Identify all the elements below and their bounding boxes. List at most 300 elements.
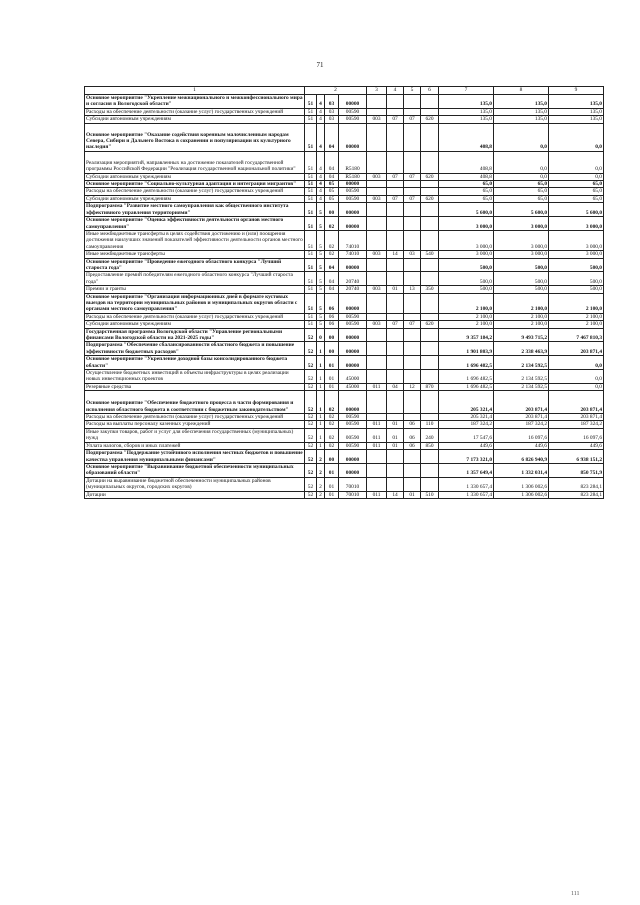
table-cell-event: 02 xyxy=(325,251,339,258)
table-cell-program: 52 xyxy=(305,428,317,442)
table-cell-amount-1: 9 357 184,2 xyxy=(439,328,494,342)
table-cell-subsection: 01 xyxy=(404,491,421,498)
table-cell-target-code: 20740 xyxy=(339,286,367,293)
table-cell-section xyxy=(387,328,404,342)
table-cell-expense-type xyxy=(421,181,439,188)
table-cell-amount-3: 65,0 xyxy=(549,195,604,202)
table-cell-subprogram: 2 xyxy=(317,463,325,477)
table-cell-amount-2: 203 871,4 xyxy=(494,414,549,421)
table-cell-section: 07 xyxy=(387,116,404,123)
table-cell-amount-3: 0,0 xyxy=(549,173,604,180)
table-cell-amount-3: 135,0 xyxy=(549,116,604,123)
table-row xyxy=(85,108,604,115)
table-cell-subsection xyxy=(404,151,421,173)
table-cell-amount-3: 850 751,9 xyxy=(549,463,604,477)
table-row xyxy=(85,356,604,370)
table-cell-section xyxy=(387,108,404,115)
header-row xyxy=(85,87,604,95)
table-cell-expense-type: 620 xyxy=(421,173,439,180)
table-cell-department xyxy=(367,463,387,477)
table-cell-name: Уплата налогов, сборов и иных платежей xyxy=(85,442,305,449)
table-cell-amount-2: 500,0 xyxy=(494,258,549,272)
table-row xyxy=(85,477,604,491)
table-cell-program: 52 xyxy=(305,391,317,414)
table-cell-amount-1: 5 600,0 xyxy=(439,203,494,217)
table-cell-amount-3: 5 600,0 xyxy=(549,203,604,217)
table-cell-name: Премии и гранты xyxy=(85,286,305,293)
table-cell-event: 01 xyxy=(325,491,339,498)
table-cell-department xyxy=(367,258,387,272)
table-cell-section xyxy=(387,477,404,491)
table-cell-department xyxy=(367,181,387,188)
table-cell-program: 52 xyxy=(305,342,317,356)
table-cell-subsection xyxy=(404,123,421,151)
table-cell-amount-3: 0,0 xyxy=(549,356,604,370)
table-cell-amount-3: 0,0 xyxy=(549,123,604,151)
table-row xyxy=(85,383,604,390)
table-row xyxy=(85,286,604,293)
table-cell-name: Расходы на обеспечение деятельности (оказание услуг) государственных учреждений xyxy=(85,188,305,195)
table-cell-expense-type xyxy=(421,217,439,231)
table-cell-amount-3: 449,6 xyxy=(549,442,604,449)
table-cell-section xyxy=(387,342,404,356)
table-cell-amount-3: 2 100,0 xyxy=(549,321,604,328)
table-cell-event: 05 xyxy=(325,181,339,188)
table-cell-section xyxy=(387,391,404,414)
table-cell-amount-1: 3 000,0 xyxy=(439,230,494,250)
table-cell-department xyxy=(367,188,387,195)
table-row xyxy=(85,491,604,498)
table-cell-expense-type xyxy=(421,450,439,464)
table-cell-amount-1: 2 100,0 xyxy=(439,321,494,328)
table-cell-subsection xyxy=(404,356,421,370)
header-cell: 5 xyxy=(404,87,421,95)
table-cell-expense-type xyxy=(421,188,439,195)
table-cell-subsection: 07 xyxy=(404,321,421,328)
table-cell-amount-3: 187 324,2 xyxy=(549,421,604,428)
header-cell: 9 xyxy=(549,87,604,95)
table-cell-event: 05 xyxy=(325,188,339,195)
table-cell-expense-type xyxy=(421,391,439,414)
table-cell-name: Субсидии автономным учреждениям xyxy=(85,321,305,328)
table-cell-subsection: 12 xyxy=(404,383,421,390)
table-cell-program: 51 xyxy=(305,123,317,151)
table-cell-amount-2: 65,0 xyxy=(494,195,549,202)
table-cell-amount-1: 3 000,0 xyxy=(439,217,494,231)
header-cell: 6 xyxy=(421,87,439,95)
table-cell-subsection xyxy=(404,272,421,286)
table-cell-amount-3: 3 000,0 xyxy=(549,251,604,258)
table-cell-subprogram: 5 xyxy=(317,272,325,286)
table-cell-department: 003 xyxy=(367,286,387,293)
table-cell-amount-1: 65,0 xyxy=(439,195,494,202)
table-cell-department xyxy=(367,313,387,320)
table-cell-name: Подпрограмма "Поддержание устойчивого исполнения местных бюджетов и повышение качества управления муниципальными финансами" xyxy=(86,450,303,463)
table-cell-subprogram: 5 xyxy=(317,321,325,328)
table-cell-amount-1: 500,0 xyxy=(439,258,494,272)
table-cell-event: 02 xyxy=(325,428,339,442)
table-row xyxy=(85,391,604,414)
table-cell-subsection xyxy=(404,95,421,109)
table-cell-department xyxy=(367,450,387,464)
table-row xyxy=(85,173,604,180)
table-row xyxy=(85,195,604,202)
table-cell-name: Иные межбюджетные трансферты в целях содействия достижению и (или) поощрения достижения наилучших значений показателей эффективности деятельности органов местного самоуправления xyxy=(86,230,303,250)
table-cell-event: 00 xyxy=(325,342,339,356)
table-cell-target-code: 74010 xyxy=(339,230,367,250)
table-cell-amount-2: 0,0 xyxy=(494,173,549,180)
table-cell-subprogram: 1 xyxy=(317,421,325,428)
table-row xyxy=(85,321,604,328)
table-cell-name: Основное мероприятие "Укрепление межнационального и межконфессионального мира и согласия в Вологодской области" xyxy=(86,95,303,108)
table-cell-amount-3: 500,0 xyxy=(549,286,604,293)
table-cell-section xyxy=(387,258,404,272)
table-cell-amount-1: 17 547,6 xyxy=(439,428,494,442)
table-cell-subprogram: 4 xyxy=(317,181,325,188)
table-cell-subprogram: 2 xyxy=(317,491,325,498)
table-cell-name: Резервные средства xyxy=(85,383,305,390)
table-cell-amount-3: 0,0 xyxy=(549,370,604,384)
table-cell-department: 011 xyxy=(367,442,387,449)
table-cell-program: 51 xyxy=(305,217,317,231)
table-cell-event: 03 xyxy=(325,116,339,123)
table-cell-program: 52 xyxy=(305,421,317,428)
table-cell-name: Основное мероприятие "Укрепление доходной базы консолидированного бюджета области" xyxy=(85,356,305,370)
table-cell-event: 01 xyxy=(325,370,339,384)
table-cell-target-code: 00000 xyxy=(339,342,367,356)
table-cell-expense-type: 620 xyxy=(421,195,439,202)
table-cell-amount-1: 1 330 657,4 xyxy=(439,477,494,491)
table-cell-amount-2: 3 000,0 xyxy=(494,230,549,250)
table-cell-department xyxy=(367,342,387,356)
table-cell-section xyxy=(387,463,404,477)
table-cell-amount-1: 135,0 xyxy=(439,108,494,115)
table-cell-amount-3: 203 871,4 xyxy=(549,342,604,356)
table-cell-target-code: 00590 xyxy=(339,188,367,195)
table-cell-expense-type xyxy=(421,313,439,320)
table-cell-amount-2: 16 097,6 xyxy=(494,428,549,442)
header-cell: 3 xyxy=(367,87,387,95)
table-cell-amount-2: 500,0 xyxy=(494,286,549,293)
table-cell-subsection xyxy=(404,328,421,342)
table-row xyxy=(85,328,604,342)
table-cell-expense-type: 240 xyxy=(421,428,439,442)
table-cell-amount-3: 65,0 xyxy=(549,188,604,195)
table-cell-department xyxy=(367,391,387,414)
table-cell-amount-2: 2 338 463,9 xyxy=(494,342,549,356)
table-cell-subprogram: 5 xyxy=(317,286,325,293)
table-cell-expense-type: 870 xyxy=(421,383,439,390)
table-cell-target-code: 00590 xyxy=(339,421,367,428)
table-cell-amount-1: 1 330 657,4 xyxy=(439,491,494,498)
table-cell-target-code: 45000 xyxy=(339,383,367,390)
table-cell-amount-1: 1 696 482,5 xyxy=(439,370,494,384)
table-cell-event: 02 xyxy=(325,414,339,421)
table-cell-subsection xyxy=(404,414,421,421)
table-cell-expense-type xyxy=(421,272,439,286)
table-cell-subsection xyxy=(404,450,421,464)
table-cell-section: 01 xyxy=(387,286,404,293)
table-cell-name: Основное мероприятие "Оказание содействия коренным малочисленным народам Севера, Сибири и Дальнего Востока в сохранении и популяризации их культурного наследия" xyxy=(85,123,305,151)
table-cell-subprogram: 5 xyxy=(317,203,325,217)
table-row xyxy=(85,342,604,356)
table-cell-amount-2: 0,0 xyxy=(494,151,549,173)
table-cell-amount-2: 2 100,0 xyxy=(494,293,549,313)
table-cell-subprogram: 4 xyxy=(317,151,325,173)
table-cell-event: 02 xyxy=(325,391,339,414)
table-cell-target-code: 00000 xyxy=(339,463,367,477)
table-row xyxy=(85,230,604,250)
table-cell-subprogram: 5 xyxy=(317,251,325,258)
table-cell-program: 51 xyxy=(305,251,317,258)
table-cell-subsection xyxy=(404,230,421,250)
table-row xyxy=(85,442,604,449)
table-cell-subprogram: 1 xyxy=(317,383,325,390)
table-cell-subprogram: 5 xyxy=(317,293,325,313)
table-cell-subprogram: 1 xyxy=(317,391,325,414)
table-cell-target-code: 00590 xyxy=(339,116,367,123)
table-cell-subprogram: 5 xyxy=(317,313,325,320)
table-cell-amount-2: 2 134 592,5 xyxy=(494,383,549,390)
table-cell-target-code: 00000 xyxy=(339,391,367,414)
table-cell-amount-3: 7 467 810,3 xyxy=(549,328,604,342)
table-cell-event: 02 xyxy=(325,421,339,428)
table-cell-target-code: 00000 xyxy=(339,450,367,464)
table-cell-amount-2: 500,0 xyxy=(494,272,549,286)
table-cell-event: 01 xyxy=(325,477,339,491)
table-cell-subprogram: 1 xyxy=(317,414,325,421)
table-cell-name: Государственная программа Вологодской области "Управление региональными финансами Вологодской области на 2021-2025 годы" xyxy=(85,328,305,342)
table-cell-target-code: 45000 xyxy=(339,370,367,384)
table-cell-expense-type xyxy=(421,356,439,370)
table-cell-amount-2: 1 306 002,6 xyxy=(494,477,549,491)
table-cell-section: 14 xyxy=(387,491,404,498)
table-cell-program: 52 xyxy=(305,477,317,491)
table-cell-amount-2: 203 871,4 xyxy=(494,391,549,414)
table-cell-amount-2: 1 306 002,6 xyxy=(494,491,549,498)
table-cell-program: 51 xyxy=(305,272,317,286)
table-cell-subsection: 13 xyxy=(404,286,421,293)
table-cell-subsection xyxy=(404,258,421,272)
table-cell-target-code: 00000 xyxy=(339,203,367,217)
table-cell-event: 06 xyxy=(325,293,339,313)
table-cell-amount-2: 5 600,0 xyxy=(494,203,549,217)
table-cell-subsection xyxy=(404,370,421,384)
table-cell-expense-type xyxy=(421,108,439,115)
table-cell-section xyxy=(387,356,404,370)
table-cell-target-code: 00000 xyxy=(339,95,367,109)
table-cell-expense-type: 620 xyxy=(421,321,439,328)
table-row xyxy=(85,313,604,320)
table-row xyxy=(85,272,604,286)
table-cell-name: Иные межбюджетные трансферты xyxy=(85,251,305,258)
table-cell-amount-1: 135,0 xyxy=(439,116,494,123)
table-cell-amount-3: 3 000,0 xyxy=(549,230,604,250)
table-cell-amount-1: 3 000,0 xyxy=(439,251,494,258)
header-cell: 2 xyxy=(305,87,367,95)
table-cell-amount-3: 16 097,6 xyxy=(549,428,604,442)
table-cell-amount-3: 2 100,0 xyxy=(549,313,604,320)
table-cell-subprogram: 4 xyxy=(317,195,325,202)
table-cell-name: Расходы на обеспечение деятельности (оказание услуг) государственных учреждений xyxy=(85,108,305,115)
table-cell-program: 51 xyxy=(305,181,317,188)
table-cell-department xyxy=(367,230,387,250)
table-cell-section xyxy=(387,123,404,151)
table-cell-section: 07 xyxy=(387,173,404,180)
table-cell-amount-1: 135,0 xyxy=(439,95,494,109)
table-cell-subprogram: 4 xyxy=(317,123,325,151)
table-cell-section xyxy=(387,151,404,173)
table-cell-expense-type xyxy=(421,230,439,250)
table-cell-event: 04 xyxy=(325,286,339,293)
table-cell-program: 52 xyxy=(305,383,317,390)
table-cell-name: Субсидии автономным учреждениям xyxy=(85,195,305,202)
table-cell-name: Расходы на выплаты персоналу казенных учреждений xyxy=(85,421,305,428)
table-cell-subsection xyxy=(404,477,421,491)
table-cell-program: 51 xyxy=(305,230,317,250)
table-cell-program: 51 xyxy=(305,95,317,109)
table-cell-section xyxy=(387,272,404,286)
table-cell-event: 01 xyxy=(325,463,339,477)
table-cell-subsection xyxy=(404,181,421,188)
table-cell-target-code: R5180 xyxy=(339,173,367,180)
table-cell-name: Реализация мероприятий, направленных на достижение показателей государственной программы Российской Федерации "Реализация государственной национальной политики" xyxy=(85,151,305,173)
table-cell-amount-2: 449,6 xyxy=(494,442,549,449)
table-cell-subsection xyxy=(404,313,421,320)
table-row xyxy=(85,293,604,313)
table-cell-program: 52 xyxy=(305,450,317,464)
table-cell-program: 51 xyxy=(305,286,317,293)
table-cell-amount-2: 135,0 xyxy=(494,95,549,109)
table-row xyxy=(85,428,604,442)
table-cell-event: 00 xyxy=(325,203,339,217)
table-cell-expense-type xyxy=(421,293,439,313)
table-cell-amount-1: 187 324,2 xyxy=(439,421,494,428)
table-cell-department: 003 xyxy=(367,195,387,202)
table-cell-section: 01 xyxy=(387,421,404,428)
table-cell-expense-type xyxy=(421,151,439,173)
table-cell-amount-1: 205 321,4 xyxy=(439,391,494,414)
table-cell-program: 51 xyxy=(305,195,317,202)
table-cell-subprogram: 1 xyxy=(317,356,325,370)
table-cell-subsection xyxy=(404,463,421,477)
header-cell: 8 xyxy=(494,87,549,95)
table-cell-program: 51 xyxy=(305,293,317,313)
table-cell-expense-type xyxy=(421,123,439,151)
header-cell: 4 xyxy=(387,87,404,95)
table-cell-program: 52 xyxy=(305,356,317,370)
table-cell-expense-type: 510 xyxy=(421,491,439,498)
table-cell-program: 52 xyxy=(305,463,317,477)
table-cell-department xyxy=(367,414,387,421)
table-cell-department xyxy=(367,328,387,342)
table-cell-subprogram: 4 xyxy=(317,116,325,123)
table-cell-target-code: 70010 xyxy=(339,491,367,498)
table-cell-event: 04 xyxy=(325,173,339,180)
table-cell-section: 01 xyxy=(387,428,404,442)
table-cell-section xyxy=(387,95,404,109)
table-cell-department xyxy=(367,356,387,370)
table-cell-amount-2: 65,0 xyxy=(494,181,549,188)
table-cell-amount-2: 3 000,0 xyxy=(494,217,549,231)
table-row xyxy=(85,203,604,217)
table-cell-target-code: 00000 xyxy=(339,123,367,151)
table-cell-program: 52 xyxy=(305,370,317,384)
table-cell-subsection: 03 xyxy=(404,251,421,258)
table-cell-department: 011 xyxy=(367,421,387,428)
table-cell-program: 51 xyxy=(305,203,317,217)
table-cell-target-code: 00590 xyxy=(339,313,367,320)
table-cell-name: Субсидии автономным учреждениям xyxy=(85,116,305,123)
table-cell-section: 14 xyxy=(387,251,404,258)
table-cell-target-code: 00590 xyxy=(339,195,367,202)
table-cell-target-code: 70010 xyxy=(339,477,367,491)
table-cell-expense-type: 850 xyxy=(421,442,439,449)
table-cell-name: Основное мероприятие "Выравнивание бюджетной обеспеченности муниципальных образований области" xyxy=(85,463,305,477)
table-row xyxy=(85,450,604,464)
table-cell-department: 011 xyxy=(367,491,387,498)
table-cell-department xyxy=(367,370,387,384)
table-cell-event: 05 xyxy=(325,195,339,202)
table-cell-subsection: 06 xyxy=(404,421,421,428)
table-cell-expense-type xyxy=(421,328,439,342)
table-cell-event: 03 xyxy=(325,108,339,115)
table-cell-amount-2: 2 134 592,5 xyxy=(494,370,549,384)
table-cell-name: Расходы на обеспечение деятельности (оказание услуг) государственных учреждений xyxy=(85,414,305,421)
table-cell-name: Подпрограмма "Обеспечение сбалансированности областного бюджета и повышение эффективности бюджетных расходов" xyxy=(85,342,305,356)
table-cell-expense-type: 540 xyxy=(421,251,439,258)
table-cell-subprogram: 1 xyxy=(317,342,325,356)
table-row xyxy=(85,217,604,231)
table-cell-event: 01 xyxy=(325,383,339,390)
page-number: 71 xyxy=(316,61,324,69)
table-cell-target-code: 00590 xyxy=(339,442,367,449)
table-cell-target-code: 00000 xyxy=(339,181,367,188)
table-cell-amount-3: 203 871,4 xyxy=(549,414,604,421)
table-cell-amount-1: 205 321,4 xyxy=(439,414,494,421)
table-cell-program: 52 xyxy=(305,328,317,342)
table-cell-name: Дотации xyxy=(85,491,305,498)
table-row xyxy=(85,151,604,173)
table-cell-amount-3: 135,0 xyxy=(549,108,604,115)
table-cell-amount-3: 65,0 xyxy=(549,181,604,188)
table-cell-section xyxy=(387,414,404,421)
table-cell-program: 51 xyxy=(305,188,317,195)
table-cell-target-code: 00000 xyxy=(339,258,367,272)
table-cell-amount-1: 7 173 321,0 xyxy=(439,450,494,464)
table-cell-event: 04 xyxy=(325,272,339,286)
table-cell-department xyxy=(367,272,387,286)
table-cell-expense-type xyxy=(421,203,439,217)
table-cell-target-code: 00000 xyxy=(339,356,367,370)
table-cell-event: 04 xyxy=(325,123,339,151)
table-cell-program: 51 xyxy=(305,151,317,173)
table-cell-department xyxy=(367,151,387,173)
table-cell-amount-3: 135,0 xyxy=(549,95,604,109)
table-cell-department xyxy=(367,123,387,151)
table-cell-section xyxy=(387,293,404,313)
table-cell-target-code: 20740 xyxy=(339,272,367,286)
table-cell-target-code: 00590 xyxy=(339,428,367,442)
table-cell-subprogram: 4 xyxy=(317,173,325,180)
table-row xyxy=(85,258,604,272)
table-cell-name: Основное мероприятие "Социально-культурная адаптация и интеграция мигрантов" xyxy=(85,181,305,188)
table-cell-subprogram: 1 xyxy=(317,370,325,384)
table-cell-expense-type xyxy=(421,477,439,491)
table-cell-expense-type xyxy=(421,463,439,477)
table-row xyxy=(85,421,604,428)
table-cell-subprogram: 2 xyxy=(317,450,325,464)
